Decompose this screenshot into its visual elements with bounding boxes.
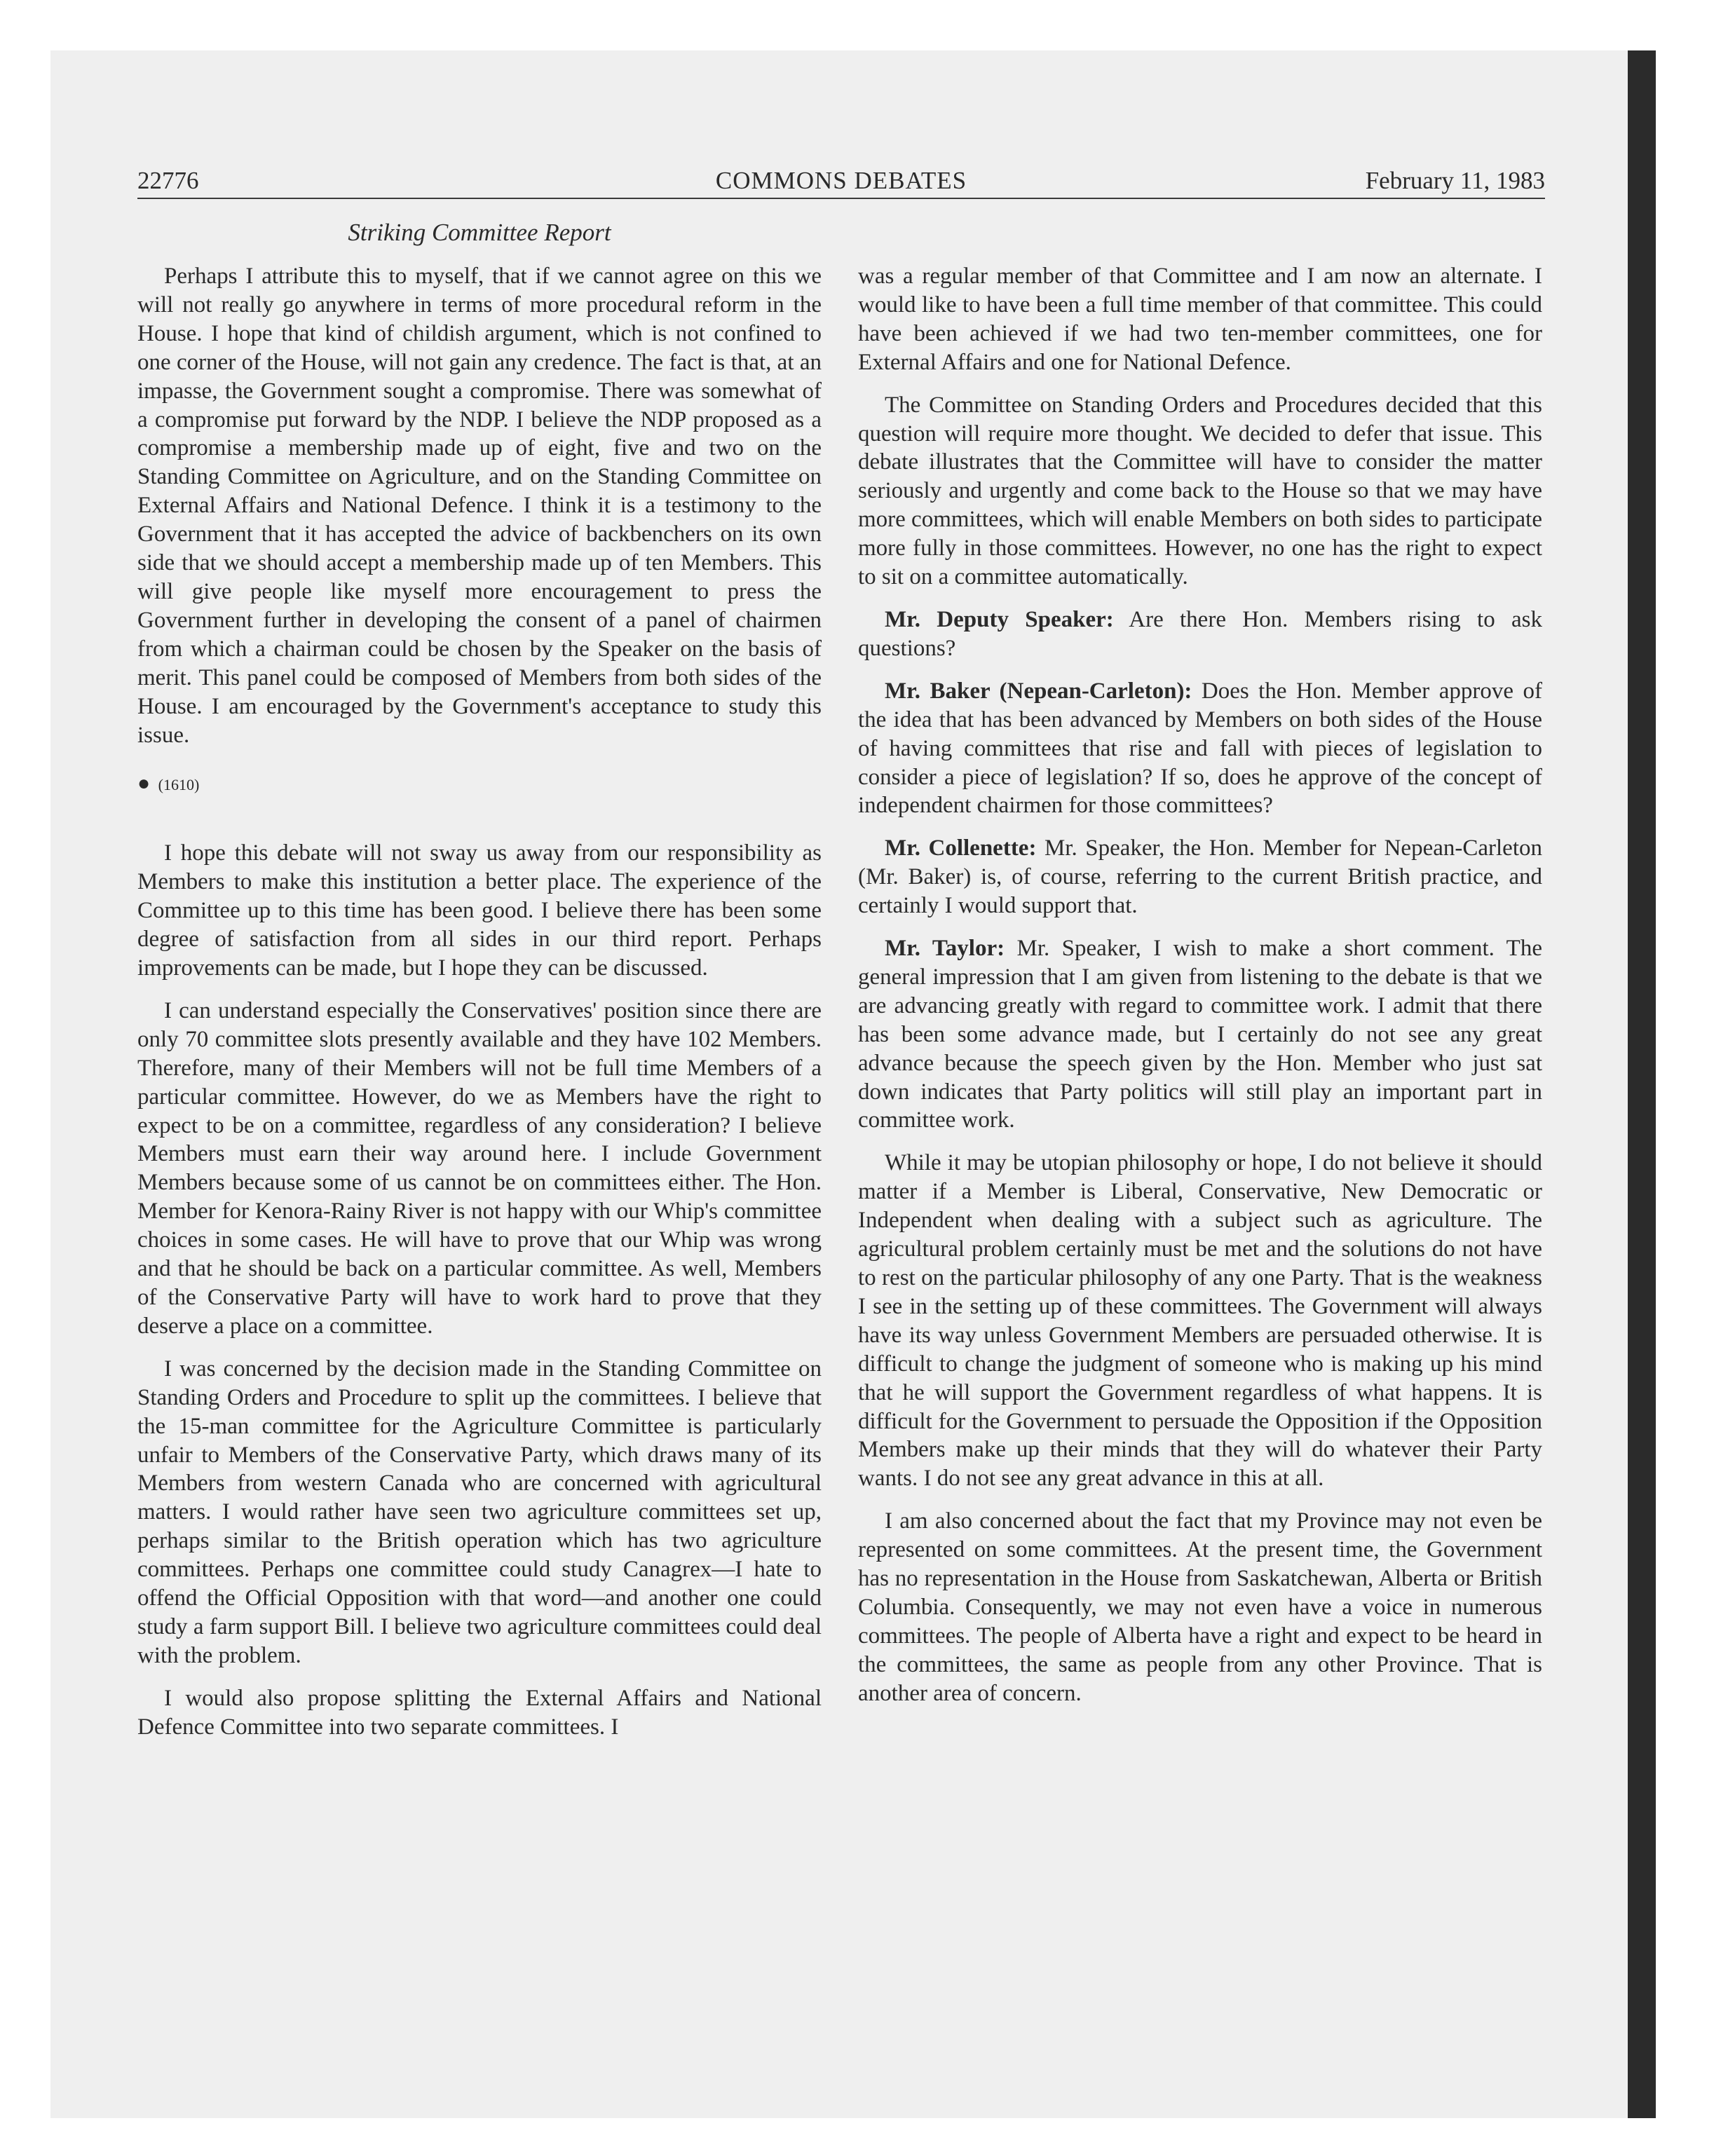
right-column xyxy=(858,262,1542,1722)
journal-title: COMMONS DEBATES xyxy=(715,167,967,194)
paragraph: I would also propose splitting the External Affairs and National Defence Committee into two separate committees. I xyxy=(137,1685,822,1740)
speech-text: Are there Hon. Members rising to ask questions? xyxy=(858,606,1542,661)
speech-text: Mr. Speaker, the Hon. Member for Nepean-Carleton (Mr. Baker) is, of course, referring to the current British practice, and certainly I would support that. xyxy=(858,835,1542,919)
page-binding-edge xyxy=(1628,50,1656,2118)
time-stamp xyxy=(137,773,822,796)
paragraph: I hope this debate will not sway us away from our responsibility as Members to make this institution a better place. The experience of the Committee up to this time has been good. I believe there has been some degree of satisfaction from all sides in our third report. Perhaps improvements can be made, but I hope they can be discussed. xyxy=(137,840,822,981)
speaker-paragraph xyxy=(858,934,1542,1135)
paragraph: I can understand especially the Conservatives' position since there are only 70 committee slots presently available and they have 102 Members. Therefore, many of their Members will not be full time Members of a particular committee. However, do we as Members have the right to expect to be on a committee, regardless of any consideration? I believe Members must earn their way around here. I include Government Members because some of us cannot be on committees either. The Hon. Member for Kenora-Rainy River is not happy with our Whip's committee choices in some cases. He will have to prove that our Whip was wrong and that he should be back on a particular committee. As well, Members of the Conservative Party will have to work hard to prove that they deserve a place on a committee. xyxy=(137,997,822,1339)
section-title: Striking Committee Report xyxy=(348,219,611,246)
speaker-paragraph xyxy=(858,677,1542,821)
speaker-name: Mr. Taylor: xyxy=(885,936,1005,962)
paragraph: While it may be utopian philosophy or hope, I do not believe it should matter if a Member is Liberal, Conservative, New Democratic or Independent when dealing with a subject such as agriculture. The agricultural problem certainly must be met and the solutions do not have to rest on the particular philosophy of any one Party. That is the weakness I see in the setting up of these committees. The Government will always have its way unless Government Members are persuaded otherwise. It is difficult to change the judgment of someone who is making up his mind that he will support the Government regardless of what happens. It is difficult for the Government to persuade the Opposition if the Opposition Members make up their minds that they will do whatever their Party wants. I do not see any great advance in this at all. xyxy=(858,1150,1542,1492)
speech-text: Does the Hon. Member approve of the idea that has been advanced by Members on both sides of the House of having committees that rise and fall with pieces of legislation to consider a piece of legislation? If so, does he approve of the concept of independent chairmen for those committees? xyxy=(858,678,1542,819)
speaker-name: Mr. Deputy Speaker: xyxy=(885,606,1114,632)
left-column xyxy=(137,262,822,1756)
paragraph: The Committee on Standing Orders and Procedures decided that this question will require more thought. We decided to defer that issue. This debate illustrates that the Committee will have to consider the matter seriously and urgently and come back to the House so that we may have more committees, which will enable Members on both sides to participate more fully in those committees. However, no one has the right to expect to sit on a committee automatically. xyxy=(858,392,1542,590)
time-stamp-text: (1610) xyxy=(158,776,200,794)
speaker-name: Mr. Baker (Nepean-Carleton): xyxy=(885,678,1192,704)
paragraph: I was concerned by the decision made in the Standing Committee on Standing Orders and Procedure to split up the committees. I believe that the 15-man committee for the Agriculture Committee is particularly unfair to Members of the Conservative Party, which draws many of its Members from western Canada who are concerned with agricultural matters. I would rather have seen two agriculture committees set up, perhaps similar to the British operation which has two agriculture committees. Perhaps one committee could study Canagrex—I hate to offend the Official Opposition with that word—and another one could study a farm support Bill. I believe two agriculture committees could deal with the problem. xyxy=(137,1356,822,1668)
page-date: February 11, 1983 xyxy=(1365,167,1545,194)
paragraph: I am also concerned about the fact that my Province may not even be represented on some committees. At the present time, the Government has no representation in the House from Saskatchewan, Alberta or British Columbia. Consequently, we may not even have a voice in numerous committees. The people of Alberta have a right and expect to be heard in the committees, the same as people from any other Province. That is another area of concern. xyxy=(858,1508,1542,1706)
paragraph: was a regular member of that Committee and I am now an alternate. I would like to have been a full time member of that committee. This could have been achieved if we had two ten-member committees, one for External Affairs and one for National Defence. xyxy=(858,264,1542,375)
bullet-icon: ● xyxy=(137,772,151,796)
speaker-paragraph xyxy=(858,834,1542,920)
speech-text: Mr. Speaker, I wish to make a short comment. The general impression that I am given from listening to the debate is that we are advancing greatly with regard to committee work. I admit that there has been some advance made, but I certainly do not see any great advance because the speech given by the Hon. Member who just sat down indicates that Party politics will still play an important part in committee work. xyxy=(858,936,1542,1133)
page-number: 22776 xyxy=(137,167,199,194)
speaker-name: Mr. Collenette: xyxy=(885,835,1037,861)
running-header xyxy=(137,167,1545,199)
paragraph: Perhaps I attribute this to myself, that if we cannot agree on this we will not really go anywhere in terms of more procedural reform in the House. I hope that kind of childish argument, which is not confined to one corner of the House, will not gain any credence. The fact is that, at an impasse, the Government sought a compromise. There was somewhat of a compromise put forward by the NDP. I believe the NDP proposed as a compromise a membership made up of eight, five and two on the Standing Committee on Agriculture, and on the Standing Committee on External Affairs and National Defence. I think it is a testimony to the Government that it has accepted the advice of backbenchers on its own side that we should accept a membership made up of ten Members. This will give people like myself more encouragement to press the Government further in developing the consent of a panel of chairmen from which a chairman could be chosen by the Speaker on the basis of merit. This panel could be composed of Members from both sides of the House. I am encouraged by the Government's acceptance to study this issue. xyxy=(137,264,822,748)
speaker-paragraph xyxy=(858,606,1542,663)
